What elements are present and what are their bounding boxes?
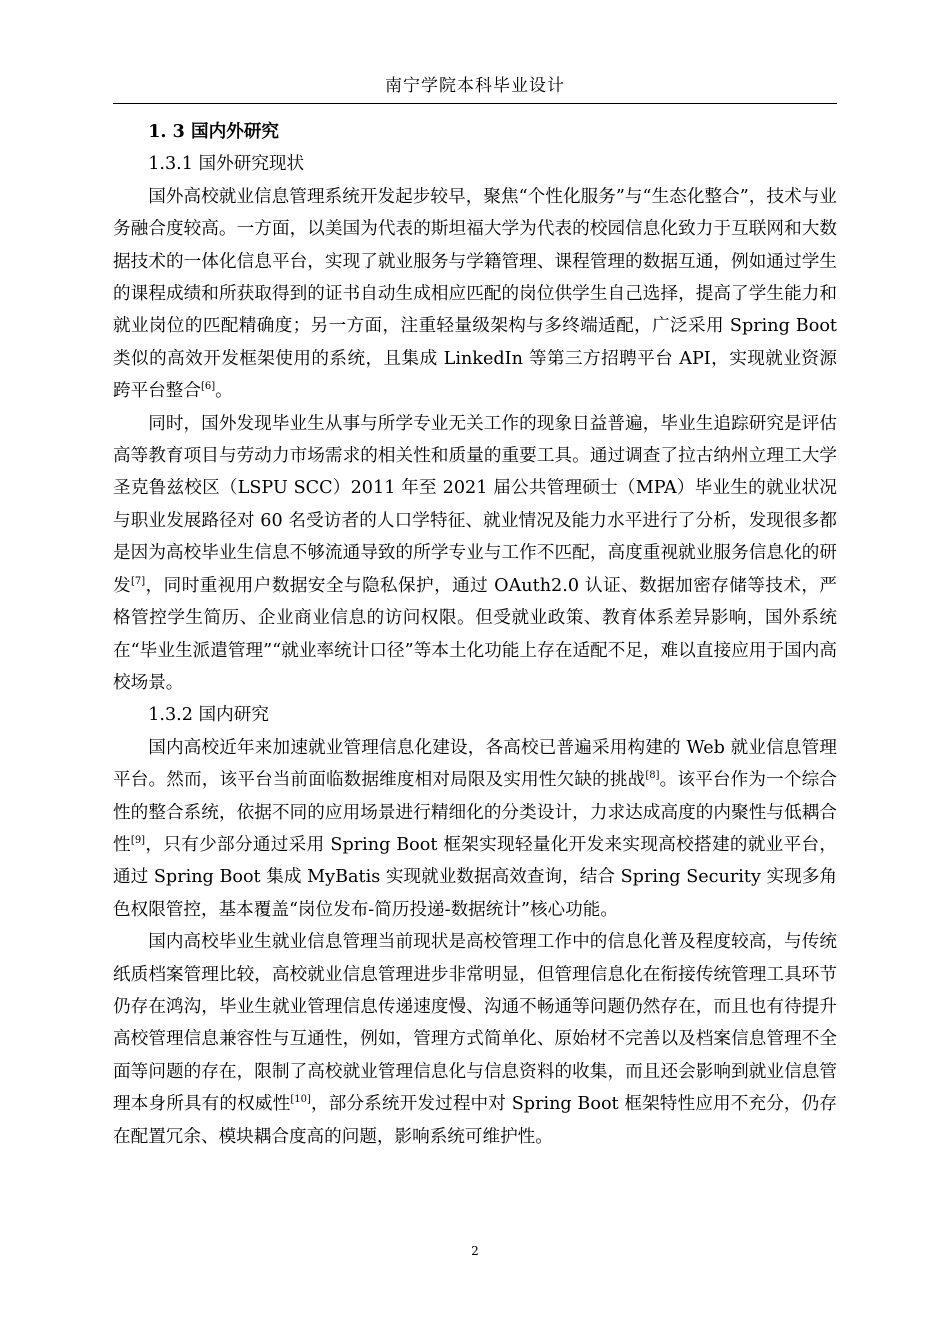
document-body [113,116,837,1153]
paragraph-text: 。该平台作为一个综合性的整合系统，依据不同的应用场景进行精细化的分类设计，力求达成高度的内聚性与低耦合性 [113,770,837,855]
paragraph-text: 同时，国外发现毕业生从事与所学专业无关工作的现象日益普遍，毕业生追踪研究是评估高等教育项目与劳动力市场需求的相关性和质量的重要工具。通过调查了拉古纳州立理工大学圣克鲁兹校区（LSPU SCC）2011 年至 2021 届公共管理硕士（MPA）毕业生的就业状况与职业发展路径对 60 名受访者的人口学特征、就业情况及能力水平进行了分析，发现很多都是因为高校毕业生信息不够流通导致的所学专业与工作不匹配，高度重视就业服务信息化的研发 [113,413,837,596]
paragraph-text: 。 [215,381,233,402]
paragraph-text: ，只有少部分通过采用 Spring Boot 框架实现轻量化开发来实现高校搭建的就业平台，通过 Spring Boot 集成 MyBatis 实现就业数据高效查询，结合 Spring Security 实现多角色权限管控，基本覆盖“岗位发布-简历投递-数据统计”核心功能。 [113,834,837,920]
page-header: 南宁学院本科毕业设计 [113,70,837,104]
citation-ref: [7] [131,575,146,587]
citation-ref: [9] [130,835,146,847]
paragraph-foreign-1 [113,181,837,408]
subsection-heading-foreign: 1.3.1 国外研究现状 [148,154,305,175]
section-heading: 1. 3 国内外研究 [148,121,280,142]
paragraph-text: 国内高校毕业生就业信息管理当前现状是高校管理工作中的信息化普及程度较高，与传统纸质档案管理比较，高校就业信息管理进步非常明显，但管理信息化在衔接传统管理工具环节仍存在鸿沟，毕业生就业管理信息传递速度慢、沟通不畅通等问题仍然存在，而且也有待提升高校管理信息兼容性与互通性，例如，管理方式简单化、原始材不完善以及档案信息管理不全面等问题的存在，限制了高校就业管理信息化与信息资料的收集，而且还会影响到就业信息管理本身所具有的权威性 [113,932,837,1115]
citation-ref: [6] [200,381,216,393]
page-number: 2 [471,1244,479,1258]
paragraph-foreign-2 [113,408,837,700]
paragraph-text: 国外高校就业信息管理系统开发起步较早，聚焦“个性化服务”与“生态化整合”，技术与业务融合度较高。一方面，以美国为代表的斯坦福大学为代表的校园信息化致力于互联网和大数据技术的一体化信息平台，实现了就业服务与学籍管理、课程管理的数据互通，例如通过学生的课程成绩和所获取得到的证书自动生成相应匹配的岗位供学生自己选择，提高了学生能力和就业岗位的匹配精确度；另一方面，注重轻量级架构与多终端适配，广泛采用 Spring Boot 类似的高效开发框架使用的系统，且集成 LinkedIn 等第三方招聘平台 API，实现就业资源跨平台整合 [113,186,837,402]
paragraph-domestic-1 [113,732,837,926]
paragraph-domestic-2 [113,926,837,1153]
citation-ref: [10] [290,1094,311,1106]
paragraph-text: ，同时重视用户数据安全与隐私保护，通过 OAuth2.0 认证、数据加密存储等技术，严格管控学生简历、企业商业信息的访问权限。但受就业政策、教育体系差异影响，国外系统在“毕业生派遣管理”“就业率统计口径”等本土化功能上存在适配不足，难以直接应用于国内高校场景。 [113,575,837,693]
paragraph-text: 国内高校近年来加速就业管理信息化建设，各高校已普遍采用构建的 Web 就业信息管理平台。然而，该平台当前面临数据维度相对局限及实用性欠缺的挑战 [113,737,837,791]
subsection-heading-domestic: 1.3.2 国内研究 [148,705,269,726]
paragraph-text: ，部分系统开发过程中对 Spring Boot 框架特性应用不充分，仍存在配置冗余、模块耦合度高的问题，影响系统可维护性。 [113,1094,837,1147]
citation-ref: [8] [645,770,660,782]
